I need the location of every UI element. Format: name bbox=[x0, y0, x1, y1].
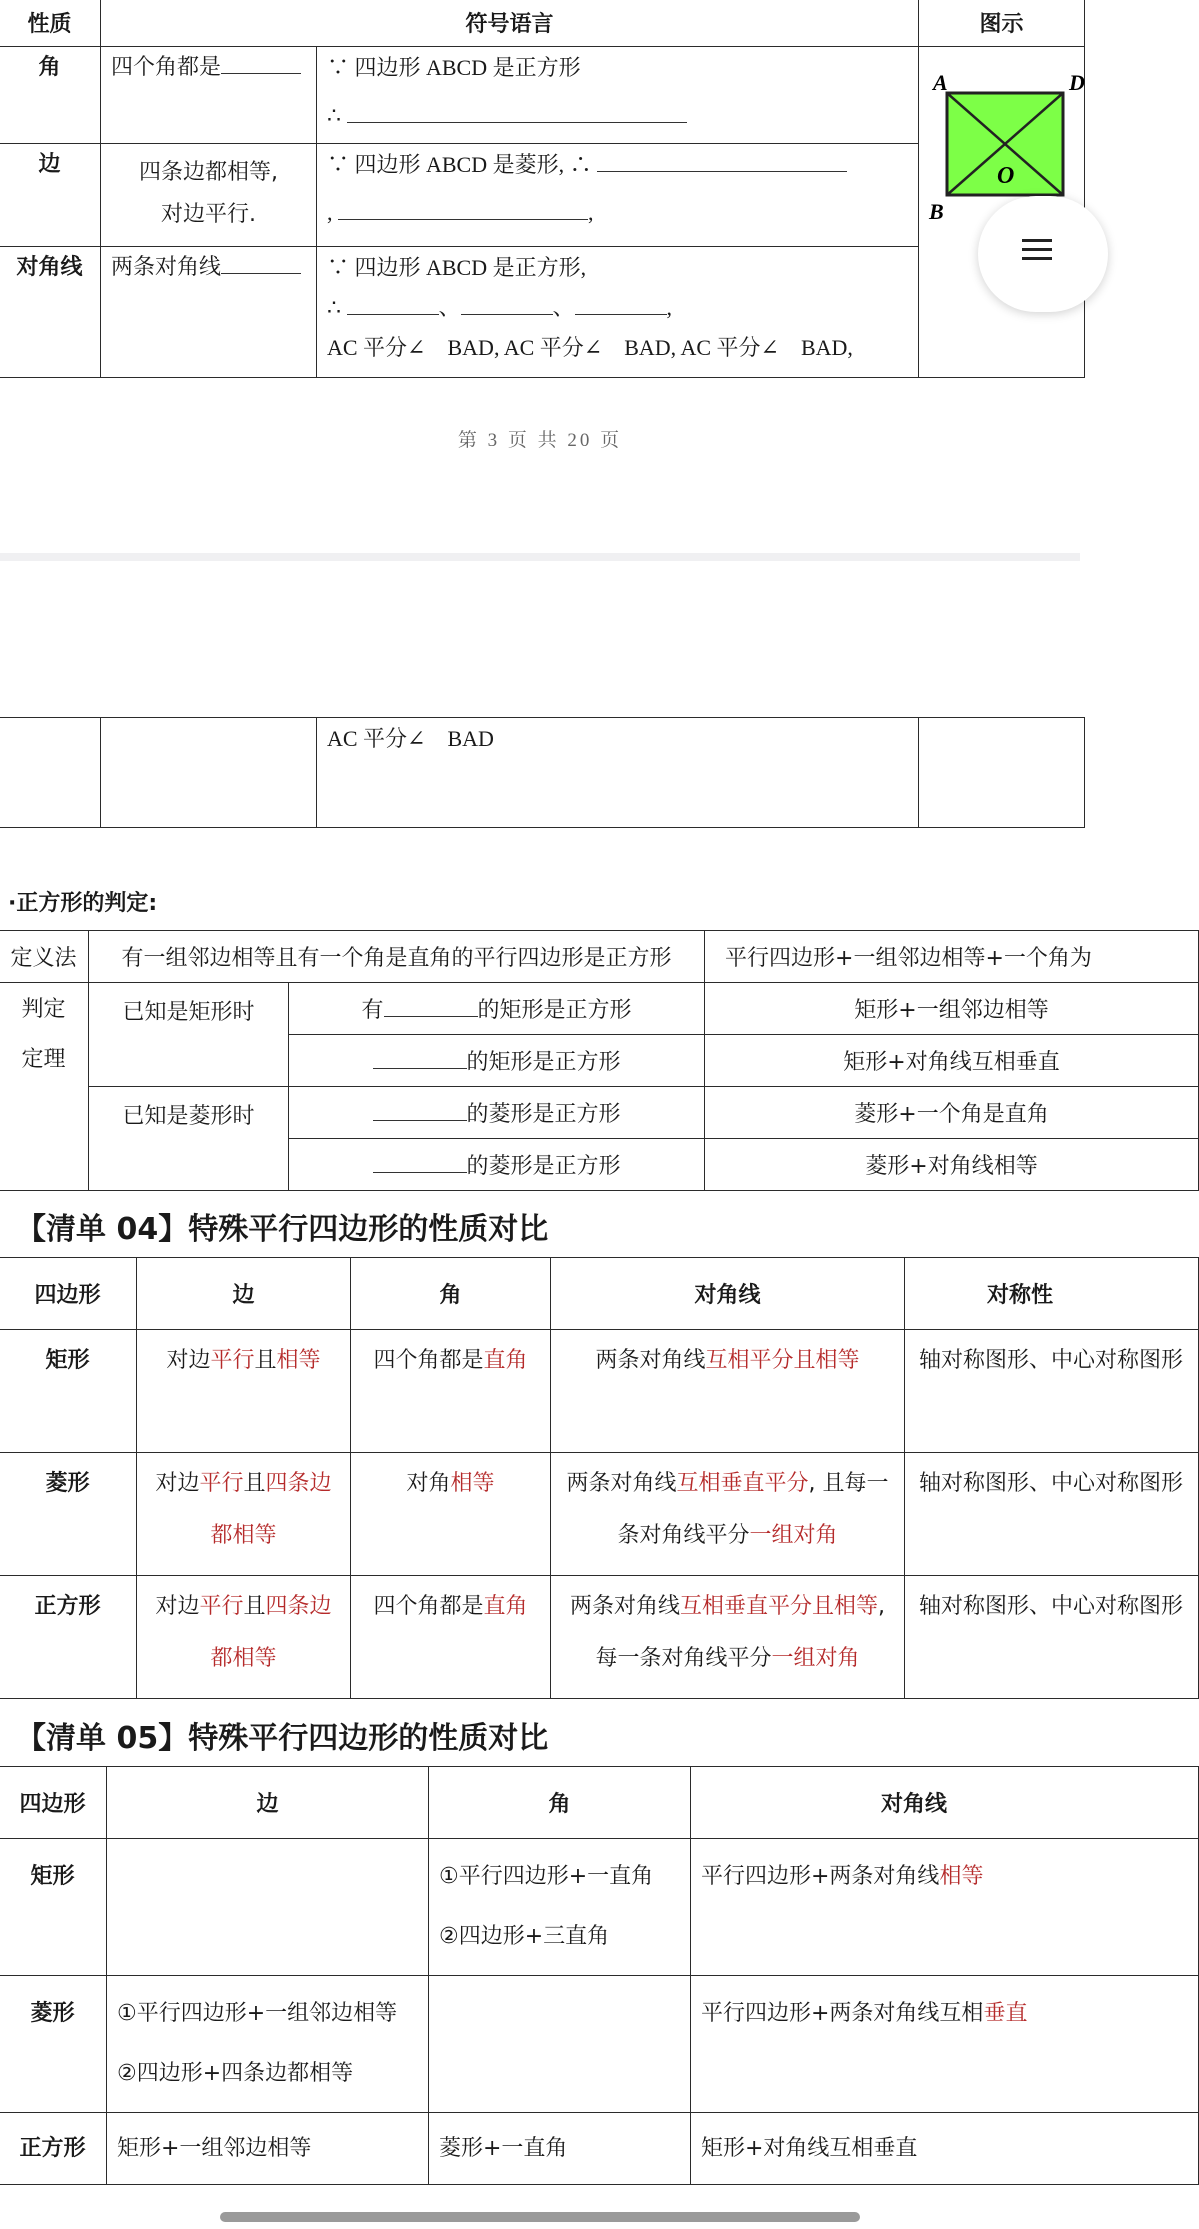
list05-header: 边 bbox=[107, 1767, 429, 1839]
side-cell bbox=[107, 2113, 429, 2185]
cell-text: 两条对角线 bbox=[595, 1348, 706, 1373]
symmetry-cell: 轴对称图形、中心对称图形 bbox=[905, 1576, 1199, 1699]
properties-table bbox=[0, 0, 1085, 378]
vertex-b-label: B bbox=[929, 199, 944, 224]
definition-summary: 平行四边形+一组邻边相等+一个角为 bbox=[705, 931, 1199, 983]
highlight-text: 垂直 bbox=[983, 2001, 1028, 2026]
row-label-diagonal: 对角线 bbox=[0, 247, 101, 378]
highlight-text: 互相垂直平分且相等 bbox=[680, 1594, 879, 1619]
menu-icon bbox=[1022, 239, 1052, 242]
cell-line: ②四边形+三直角 bbox=[439, 1924, 610, 1949]
angle-property: 四个角都是 bbox=[101, 47, 317, 144]
header-symbolic: 符号语言 bbox=[101, 0, 919, 47]
list04-header: 角 bbox=[351, 1258, 551, 1330]
definition-text: 有一组邻边相等且有一个角是直角的平行四边形是正方形 bbox=[89, 931, 705, 983]
highlight-text: 互相垂直平分 bbox=[676, 1471, 809, 1496]
criterion-summary: 菱形+对角线相等 bbox=[705, 1139, 1199, 1191]
vertex-a-label: A bbox=[933, 70, 948, 95]
diagonal-cell bbox=[691, 1976, 1199, 2113]
side-cell bbox=[137, 1576, 351, 1699]
list05-header: 角 bbox=[429, 1767, 691, 1839]
highlight-text: 一组对角 bbox=[771, 1646, 860, 1671]
empty-cell bbox=[919, 718, 1085, 828]
table-row bbox=[0, 1839, 1199, 1976]
table-row bbox=[0, 2113, 1199, 2185]
diagonal-cell bbox=[551, 1330, 905, 1453]
cell-text: 对边 bbox=[166, 1348, 211, 1373]
square-determination-title: ·正方形的判定: bbox=[8, 891, 158, 916]
row-label-side: 边 bbox=[0, 144, 101, 247]
cell-text: 对边 bbox=[155, 1471, 200, 1496]
criterion-row: 的菱形是正方形 bbox=[289, 1087, 705, 1139]
table-row bbox=[0, 1330, 1199, 1453]
diagonal-symbolic: ∵ 四边形 ABCD 是正方形, ∴ 、 、 , AC 平分∠ BAD, AC 平分∠ BAD, AC 平分∠ BAD, bbox=[317, 247, 919, 378]
list05-header: 对角线 bbox=[691, 1767, 1199, 1839]
highlight-text: 相等 bbox=[276, 1348, 321, 1373]
cell-text: 四个角都是 bbox=[373, 1594, 484, 1619]
shape-name: 菱形 bbox=[0, 1976, 107, 2113]
angle-cell bbox=[429, 1976, 691, 2113]
list05-title: 【清单 05】特殊平行四边形的性质对比 bbox=[16, 1721, 549, 1756]
cell-text: , 且每一条对角线平分 bbox=[617, 1471, 889, 1548]
highlight-text: 直角 bbox=[483, 1594, 528, 1619]
cell-line: 菱形+一直角 bbox=[439, 2135, 568, 2161]
side-cell bbox=[107, 1839, 429, 1976]
menu-icon-bar bbox=[1022, 257, 1052, 260]
list04-table bbox=[0, 1257, 1199, 1699]
highlight-text: 平行 bbox=[210, 1348, 255, 1373]
symmetry-cell: 轴对称图形、中心对称图形 bbox=[905, 1330, 1199, 1453]
table-row bbox=[0, 1976, 1199, 2113]
list04-header: 四边形 bbox=[0, 1258, 137, 1330]
shape-name: 矩形 bbox=[0, 1839, 107, 1976]
page-number: 第 3 页 共 20 页 bbox=[457, 430, 623, 451]
angle-cell bbox=[351, 1576, 551, 1699]
table-row bbox=[0, 1453, 1199, 1576]
diagonal-property: 两条对角线 bbox=[101, 247, 317, 378]
criterion-row: 的菱形是正方形 bbox=[289, 1139, 705, 1191]
list05-table bbox=[0, 1766, 1199, 2185]
angle-symbolic: ∵ 四边形 ABCD 是正方形 ∴ bbox=[317, 47, 919, 144]
criterion-summary: 矩形+一组邻边相等 bbox=[705, 983, 1199, 1035]
vertex-d-label: D bbox=[1069, 70, 1085, 95]
diagonal-cell bbox=[691, 1839, 1199, 1976]
empty-cell bbox=[0, 718, 101, 828]
side-cell bbox=[107, 1976, 429, 2113]
empty-cell bbox=[101, 718, 317, 828]
cell-text: 矩形+对角线互相垂直 bbox=[701, 2135, 918, 2161]
cell-text: 对角 bbox=[406, 1471, 451, 1496]
criterion-row: 的矩形是正方形 bbox=[289, 1035, 705, 1087]
list05-header: 四边形 bbox=[0, 1767, 107, 1839]
angle-cell bbox=[351, 1330, 551, 1453]
cell-line: ①平行四边形+一直角 bbox=[439, 1864, 654, 1889]
header-diagram: 图示 bbox=[919, 0, 1085, 47]
diagonal-cell bbox=[551, 1576, 905, 1699]
given-rectangle: 已知是矩形时 bbox=[89, 983, 289, 1087]
cell-text: 平行四边形+两条对角线互相 bbox=[701, 2001, 984, 2026]
cell-text: 且 bbox=[254, 1348, 277, 1373]
side-symbolic: ∵ 四边形 ABCD 是菱形, ∴ , , bbox=[317, 144, 919, 247]
highlight-text: 平行 bbox=[199, 1471, 244, 1496]
diagonal-cell bbox=[551, 1453, 905, 1576]
row-label-angle: 角 bbox=[0, 47, 101, 144]
continuation-symbolic: AC 平分∠ BAD bbox=[317, 718, 919, 828]
cell-text: 且 bbox=[243, 1471, 266, 1496]
list04-title: 【清单 04】特殊平行四边形的性质对比 bbox=[16, 1212, 549, 1247]
highlight-text: 四条边都相等 bbox=[210, 1594, 332, 1671]
cell-text: 且 bbox=[243, 1594, 266, 1619]
angle-cell bbox=[429, 2113, 691, 2185]
table-row bbox=[0, 1576, 1199, 1699]
cell-line: ①平行四边形+一组邻边相等 bbox=[117, 2001, 398, 2026]
definition-label: 定义法 bbox=[0, 931, 89, 983]
home-indicator[interactable] bbox=[220, 2212, 860, 2222]
cell-text: 平行四边形+两条对角线 bbox=[701, 1864, 940, 1889]
highlight-text: 互相平分且相等 bbox=[705, 1348, 860, 1373]
menu-button[interactable] bbox=[978, 196, 1108, 312]
list04-header: 对角线 bbox=[551, 1258, 905, 1330]
highlight-text: 四条边都相等 bbox=[210, 1471, 332, 1548]
shape-name: 菱形 bbox=[0, 1453, 137, 1576]
cell-text: 两条对角线 bbox=[569, 1594, 680, 1619]
shape-name: 矩形 bbox=[0, 1330, 137, 1453]
cell-line: ②四边形+四条边都相等 bbox=[117, 2061, 354, 2086]
cell-text: 四个角都是 bbox=[373, 1348, 484, 1373]
given-rhombus: 已知是菱形时 bbox=[89, 1087, 289, 1191]
menu-icon-bar bbox=[1022, 248, 1052, 251]
highlight-text: 平行 bbox=[199, 1594, 244, 1619]
side-cell bbox=[137, 1453, 351, 1576]
symmetry-cell: 轴对称图形、中心对称图形 bbox=[905, 1453, 1199, 1576]
criterion-summary: 矩形+对角线互相垂直 bbox=[705, 1035, 1199, 1087]
square-determination-table bbox=[0, 930, 1199, 1191]
cell-text: 两条对角线 bbox=[566, 1471, 677, 1496]
side-property: 四条边都相等, 对边平行. bbox=[101, 144, 317, 247]
list04-header: 对称性 bbox=[905, 1258, 1199, 1330]
shape-name: 正方形 bbox=[0, 2113, 107, 2185]
shape-name: 正方形 bbox=[0, 1576, 137, 1699]
highlight-text: 一组对角 bbox=[749, 1523, 838, 1548]
cell-text: , 每一条对角线平分 bbox=[595, 1594, 886, 1671]
angle-cell bbox=[429, 1839, 691, 1976]
angle-cell bbox=[351, 1453, 551, 1576]
cell-line: 矩形+一组邻边相等 bbox=[117, 2135, 312, 2161]
header-property: 性质 bbox=[0, 0, 101, 47]
page-separator bbox=[0, 553, 1080, 561]
theorem-label: 判定 定理 bbox=[0, 983, 89, 1191]
criterion-summary: 菱形+一个角是直角 bbox=[705, 1087, 1199, 1139]
criterion-row: 有 的矩形是正方形 bbox=[289, 983, 705, 1035]
highlight-text: 直角 bbox=[483, 1348, 528, 1373]
side-cell bbox=[137, 1330, 351, 1453]
properties-table-continued bbox=[0, 717, 1085, 828]
diagonal-cell bbox=[691, 2113, 1199, 2185]
center-o-label: O bbox=[997, 163, 1015, 189]
list04-header: 边 bbox=[137, 1258, 351, 1330]
highlight-text: 相等 bbox=[450, 1471, 495, 1496]
cell-text: 对边 bbox=[155, 1594, 200, 1619]
highlight-text: 相等 bbox=[939, 1864, 984, 1889]
